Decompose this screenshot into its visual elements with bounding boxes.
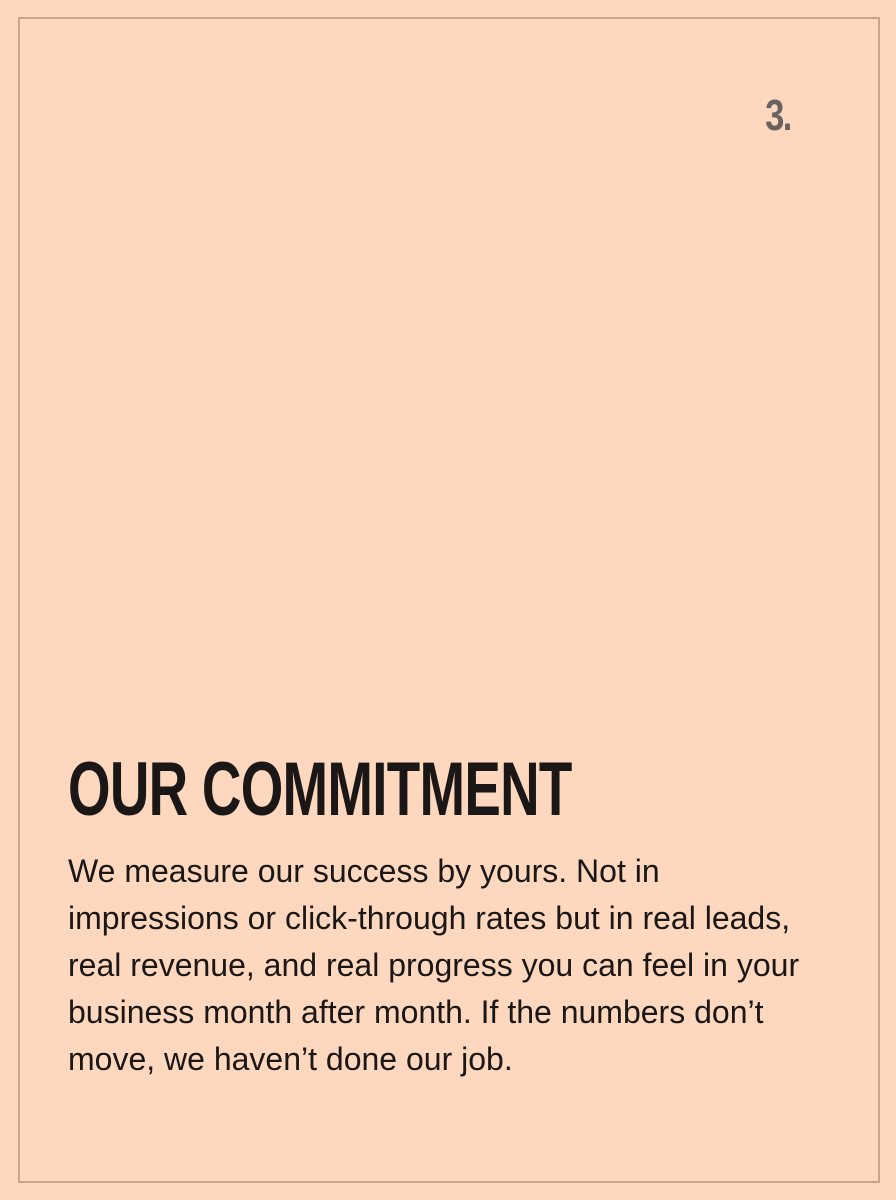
page-number: 3. [765, 91, 791, 140]
body-paragraph: We measure our success by yours. Not in impressions or click-through rates but in real leads, real revenue, and real progress you can feel in your business month after month. If the numbers don’t move, we haven’t done our job. [68, 853, 800, 1077]
section-heading: OUR COMMITMENT [68, 747, 572, 832]
